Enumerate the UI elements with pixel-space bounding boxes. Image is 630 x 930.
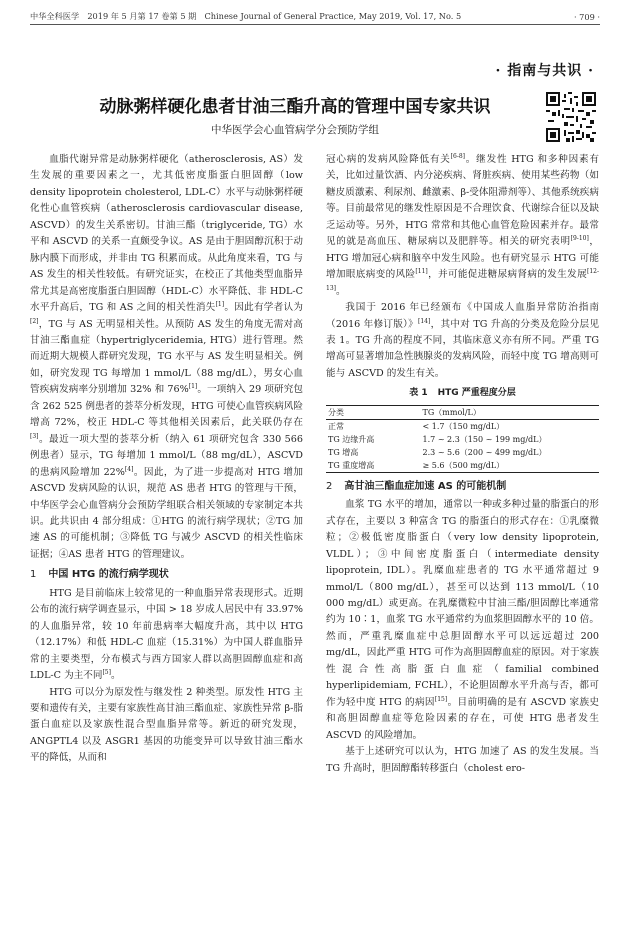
citation: [1] [215, 300, 225, 308]
intro-paragraph [30, 152, 303, 563]
table-cell: 2.3 ~ 5.6（200 ~ 499 mg/dL） [422, 447, 547, 457]
text: 。 [110, 670, 121, 682]
text: 。因此有学者认为 [224, 302, 304, 314]
table-caption-text: HTG 严重程度分层 [437, 388, 516, 399]
text: 。最近一项大型的荟萃分析（纳入 61 项研究包含 330 566 例患者）显示，TG 每增加 1 mmol/L（88 mg/dL），ASCVD 的患病风险增加 22% [30, 433, 303, 478]
citation: [12-13] [326, 267, 600, 292]
body-paragraph [30, 586, 303, 685]
table-row [326, 446, 599, 459]
text: 。目前明确的是有 ASCVD 家族史和高胆固醇血症等危险因素的存在，可使 HTG 患者发生 ASCVD 的风险增加。 [326, 696, 599, 741]
table-cell: 正常 [328, 421, 344, 431]
text: 血脂代谢异常是动脉粥样硬化（atherosclerosis, AS）发生发展的重要因素之一，尤其低密度脂蛋白胆固醇（low density lipoprotein cholesterol, LDL-C）水平与动脉粥样硬化性心血管疾病（atherosclerosis cardiovascular disease, ASCVD）的发生关系密切。甘油三酯（triglyceride, TG）水平和 ASCVD 的关系一直颇受争议。AS 是由于胆固醇沉积于动脉内膜下而形成，并非由 TG 积累而成。从此角度来看，TG 与 AS 发生的相关性较低。有研究证实，在校正了其他类型血脂异常尤其是高密度脂蛋白胆固醇（HDL-C）水平降低、非 HDL-C 水平升高后，TG 和 AS 之间的相关性消失 [30, 154, 303, 314]
running-header [30, 6, 600, 25]
journal-info: 中华全科医学 2019 年 5 月第 17 卷第 5 期 Chinese Journal of General Practice, May 2019, Vol. 17, No. 5 [30, 11, 462, 21]
text: 冠心病的发病风险降低有关 [326, 154, 451, 165]
table-row [326, 433, 599, 446]
table-cell: TG 边缘升高 [328, 434, 375, 444]
table-cell: TG 重度增高 [328, 460, 375, 470]
citation: [15] [434, 695, 448, 703]
htg-severity-table [326, 405, 599, 473]
section-heading [30, 567, 303, 583]
section-title: 高甘油三酯血症加速 AS 的可能机制 [344, 480, 507, 492]
text: 。一项纳入 29 项研究包含 262 525 例患者的荟萃分析发现，HTG 可使心血管疾病风险增高 72%，校正 HDL-C 等其他相关因素后，此关联仍存在 [30, 384, 304, 429]
body-paragraph [326, 152, 599, 300]
body-paragraph [326, 300, 599, 382]
page-number: · 709 · [573, 12, 600, 22]
citation: [2] [30, 317, 39, 325]
citation: [14] [418, 317, 431, 325]
citation: [11] [415, 267, 428, 275]
section-label: · 指南与共识 · [495, 63, 594, 79]
section-number: 2 [326, 480, 333, 492]
text: ，TG 与 AS 无明显相关性。从预防 AS 发生的角度无需对高甘油三酯血症（hypertriglyceridemia, HTG）进行管理。然而近期大规模人群研究发现，TG 水平与 AS 发生明显相关。例如，研究发现 TG 每增加 1 mmol/L（88 mg/dL），男女心血管疾病发病率分别增加 32% 和 76% [30, 318, 303, 396]
citation: [9-10] [570, 235, 589, 243]
body-paragraph [326, 497, 599, 744]
text: 。继发性 HTG 和多种因素有关，比如过量饮酒、内分泌疾病、肾脏疾病、使用某些药物（如糖皮质激素、利尿剂、雌激素、β-受体阻滞剂等）、其他系统疾病等。目前最常见的继发性原因是不合理饮食、代谢综合征以及缺乏运动等。另外，HTG 常常和其他心血管危险因素并存。最常见的就是高血压、糖尿病以及肥胖等。相关的研究表明 [326, 154, 599, 248]
citation: [5] [102, 668, 111, 676]
citation: [1] [188, 383, 198, 391]
body-paragraph: 基于上述研究可以认为，HTG 加速了 AS 的发生发展。当 TG 升高时，胆固醇酯转移蛋白（cholest ero- [326, 746, 599, 774]
text: ，其中对 TG 升高的分类及危险分层见表 1。TG 升高的程度不同，其临床意义亦有所不同。严重 TG 增高可显著增加急性胰腺炎的发病风险，而轻中度 TG 增高则可能与 ASCVD 的发生有关。 [326, 318, 599, 379]
qr-code-icon [546, 92, 596, 142]
body-paragraph: HTG 可以分为原发性与继发性 2 种类型。原发性 HTG 主要和遗传有关，主要有家族性高甘油三酯血症、家族性异常 β-脂蛋白血症以及家族性混合型血脂异常等。新近的研究发现，ANGPTL4 以及 ASGR1 基因的功能变异可以导致甘油三酯水平的降低，从而和 [30, 686, 303, 764]
article-author: 中华医学会心血管病学分会预防学组 [211, 124, 379, 136]
table-cell: ≥ 5.6（500 mg/dL） [422, 460, 505, 470]
table-cell: 1.7 ~ 2.3（150 ~ 199 mg/dL） [422, 434, 547, 444]
table-cell: TG 增高 [328, 447, 359, 457]
table-header-row [326, 405, 599, 419]
text: ，HTG 增加冠心病和脑卒中发生风险。也有研究显示 HTG 可能增加眼底病变的风险 [326, 236, 600, 281]
citation: [6-8] [450, 152, 465, 160]
citation: [4] [124, 465, 134, 473]
table-row [326, 459, 599, 473]
text: 我国于 2016 年已经颁布《中国成人血脂异常防治指南（2016 年修订版）》 [326, 302, 599, 330]
table-row [326, 419, 599, 433]
section-heading [326, 479, 599, 495]
article-title: 动脉粥样硬化患者甘油三酯升高的管理中国专家共识 [99, 97, 491, 117]
right-column [326, 152, 599, 777]
text: HTG 是目前临床上较常见的一种血脂异常表现形式。近期公布的流行病学调查显示，中国 > 18 岁成人居民中有 33.97% 的人血脂异常，较 10 年前患病率大幅度升高，其中以 HTG（12.17%）和低 HDL-C 血症（15.31%）为中国人群血脂异常的主要类型，分布模式与西方国家人群以高胆固醇血症和高 LDL-C 为主不同 [30, 587, 303, 682]
section-title: 中国 HTG 的流行病学现状 [48, 569, 169, 581]
text: 。因此，为了进一步提高对 HTG 增加 ASCVD 发病风险的认识，规范 AS 患者 HTG 的管理与干预，中华医学会心血管病分会预防学组联合相关领域的专家制定本共识。此共识由 4 部分组成：①HTG 的流行病学现状；②TG 加速 AS 的可能机制；③降低 TG 与减少 ASCVD 的相关性临床证据；④AS 患者 HTG 的管理建议。 [30, 466, 303, 560]
column-header: 分类 [328, 407, 344, 417]
table-cell: < 1.7（150 mg/dL） [422, 421, 505, 431]
text: 血浆 TG 水平的增加，通常以一种或多种过量的脂蛋白的形式存在，主要以 3 种富含 TG 的脂蛋白的形式存在：①乳糜微粒；②极低密度脂蛋白（very low density lipoprotein, VLDL）；③中间密度脂蛋白（intermediate density lipoprotein, IDL）。乳糜血症患者的 TG 水平通常超过 9 mmol/L（800 mg/dL），甚至可以达到 113 mmol/L（10 000 mg/dL）或更高。在乳糜微粒中甘油三酯/胆固醇比率通常约为 10∶1，血浆 TG 水平通常约为血浆胆固醇水平的 10 倍。然而，严重乳糜血症中总胆固醇水平可以远远超过 200 mg/dL，因此严重 HTG 可作为高胆固醇血症的原因。对于家族性混合性高脂蛋白血症（familial combined hyperlipidemiam, FCHL），不论胆固醇水平升高与否，都可作为轻中度 HTG 的病因 [326, 499, 599, 708]
citation: [3] [30, 432, 39, 440]
table-caption [326, 385, 599, 401]
text: 。 [335, 285, 346, 297]
table-number: 表 1 [409, 388, 428, 399]
column-header: TG（mmol/L） [422, 407, 481, 417]
section-number: 1 [30, 569, 37, 581]
left-column [30, 152, 303, 767]
text: ，并可能促进糖尿病肾病的发生发展 [427, 269, 587, 281]
